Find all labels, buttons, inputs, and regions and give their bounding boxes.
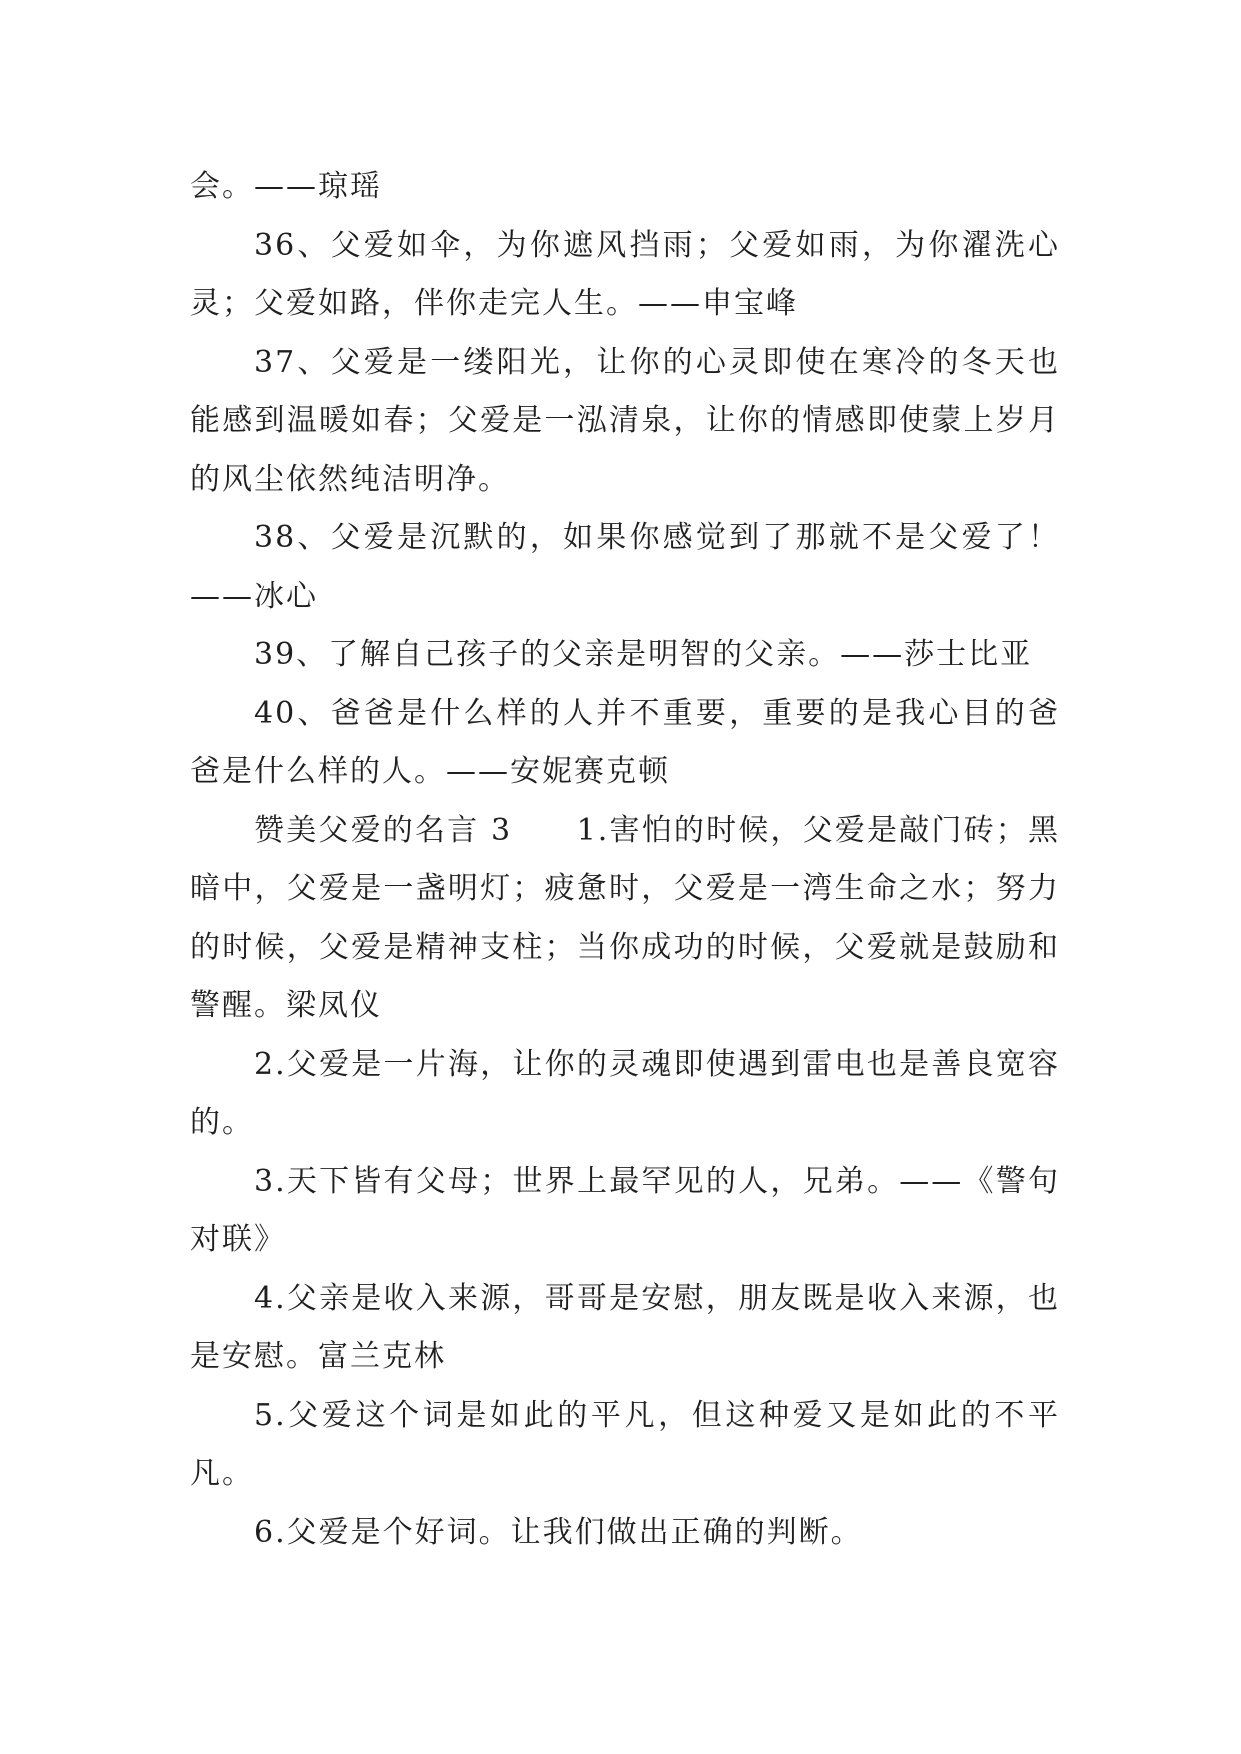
section-3-quote-4: 4.父亲是收入来源，哥哥是安慰，朋友既是收入来源，也是安慰。富兰克林: [190, 1280, 1060, 1374]
quote-36: 36、父爱如伞，为你遮风挡雨；父爱如雨，为你濯洗心灵；父爱如路，伴你走完人生。——申宝峰: [190, 227, 1060, 321]
section-3-quote-1: 赞美父爱的名言 3 1.害怕的时候，父爱是敲门砖；黑暗中，父爱是一盏明灯；疲惫时，父爱是一湾生命之水；努力的时候，父爱是精神支柱；当你成功的时候，父爱就是鼓励和警醒。梁凤仪: [190, 812, 1060, 1023]
section-3-quote-2: 2.父爱是一片海，让你的灵魂即使遇到雷电也是善良宽容的。: [190, 1046, 1060, 1140]
paragraph-continuation: 会。——琼瑶: [190, 169, 382, 204]
section-3-quote-5: 5.父爱这个词是如此的平凡，但这种爱又是如此的不平凡。: [190, 1397, 1060, 1491]
quote-39: 39、了解自己孩子的父亲是明智的父亲。——莎士比亚: [254, 637, 1033, 672]
section-3-quote-6: 6.父爱是个好词。让我们做出正确的判断。: [254, 1514, 863, 1550]
quote-37: 37、父爱是一缕阳光，让你的心灵即使在寒冷的冬天也能感到温暖如春；父爱是一泓清泉，让你的情感即使蒙上岁月的风尘依然纯洁明净。: [190, 344, 1060, 497]
quote-38: 38、父爱是沉默的，如果你感觉到了那就不是父爱了！——冰心: [190, 520, 1060, 614]
section-3-quote-3: 3.天下皆有父母；世界上最罕见的人，兄弟。——《警句对联》: [190, 1163, 1060, 1257]
quote-40: 40、爸爸是什么样的人并不重要，重要的是我心目的爸爸是什么样的人。——安妮赛克顿: [190, 695, 1060, 789]
document-body: [190, 158, 1060, 1562]
